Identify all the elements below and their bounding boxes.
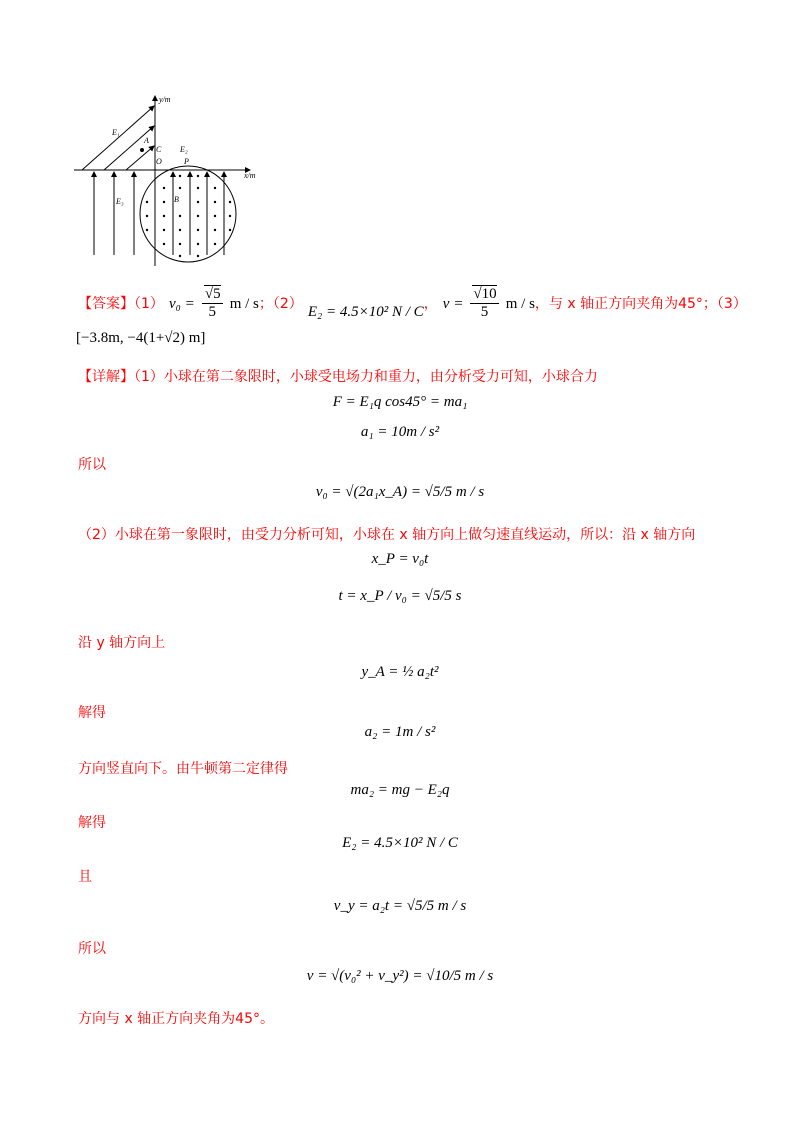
e2-label: E₂ bbox=[180, 145, 188, 154]
eq-a2: a₂ = 1m / s² bbox=[364, 724, 436, 740]
answer-part2-sep: ；（2） bbox=[258, 296, 303, 312]
eq-vy: v_y = a₂t = √5/5 m / s bbox=[333, 898, 467, 914]
answer-tail: ，与 x 轴正方向夹角为45°；（3） bbox=[534, 296, 747, 312]
point-a-label: A bbox=[144, 136, 149, 145]
text-direction: 方向竖直向下。由牛顿第二定律得 bbox=[78, 761, 288, 777]
point-c-label: C bbox=[156, 145, 162, 154]
text-jiede-1: 解得 bbox=[78, 705, 106, 721]
detail-text1: （1）小球在第二象限时，小球受电场力和重力，由分析受力可知，小球合力 bbox=[134, 369, 598, 385]
text-qie: 且 bbox=[78, 869, 92, 885]
detail-label: 【详解】 bbox=[78, 369, 134, 385]
physics-field-diagram bbox=[72, 90, 272, 270]
ball-a bbox=[140, 148, 144, 152]
y-axis-label: y/m bbox=[159, 95, 171, 104]
answer-v-unit: m / s bbox=[505, 296, 535, 312]
point-p-label: P bbox=[184, 157, 189, 166]
detail-line1 bbox=[78, 366, 598, 386]
eq-v0: v₀ = √(2a₁x_A) = √5/5 m / s bbox=[315, 484, 485, 500]
text-jiede-2: 解得 bbox=[78, 815, 106, 831]
answer-v0-unit: m / s bbox=[229, 296, 259, 312]
text-suoyi-2: 所以 bbox=[78, 941, 106, 957]
eq-force: F = E₁q cos45° = ma₁ bbox=[332, 394, 468, 410]
e1-field-line bbox=[126, 146, 154, 170]
x-axis-label: x/m bbox=[244, 171, 256, 180]
answer-v0: v₀ = bbox=[169, 296, 195, 312]
magnetic-field-circle bbox=[140, 166, 236, 262]
answer-label: 【答案】 bbox=[78, 296, 134, 312]
eq-v: v = √(v₀² + v_y²) = √10/5 m / s bbox=[306, 968, 494, 984]
eq-ya: y_A = ½ a₂t² bbox=[361, 664, 439, 680]
answer-part3: [−3.8m, −4(1+√2) m] bbox=[76, 330, 206, 346]
text-final: 方向与 x 轴正方向夹角为45°。 bbox=[78, 1011, 274, 1027]
answer-v-frac: $\frac{√10}{5}$ bbox=[470, 286, 498, 321]
e1-label: E₁ bbox=[112, 128, 120, 137]
e3-label: E₃ bbox=[116, 197, 124, 206]
eq-newton: ma₂ = mg − E₂q bbox=[350, 782, 450, 798]
text-suoyi-1: 所以 bbox=[78, 457, 106, 473]
answer-comma: ， bbox=[423, 296, 438, 312]
answer-e2: E₂ = 4.5×10² N / C bbox=[307, 304, 424, 320]
detail-line2: （2）小球在第一象限时，由受力分析可知，小球在 x 轴方向上做匀速直线运动，所以：沿 x 轴方向 bbox=[78, 527, 696, 543]
eq-a1: a₁ = 10m / s² bbox=[360, 424, 440, 440]
eq-t: t = x_P / v₀ = √5/5 s bbox=[338, 588, 462, 604]
origin-label: O bbox=[156, 157, 162, 166]
answer-v0-frac: $\frac{√5}{5}$ bbox=[202, 286, 223, 321]
answer-v: v = bbox=[442, 296, 464, 312]
center-b-label: B bbox=[174, 195, 179, 204]
eq-e2: E₂ = 4.5×10² N / C bbox=[342, 835, 458, 851]
text-along-y: 沿 y 轴方向上 bbox=[78, 635, 166, 651]
eq-xp: x_P = v₀t bbox=[371, 551, 429, 567]
answer-part1-num: （1） bbox=[134, 296, 164, 312]
answer-line bbox=[78, 286, 747, 321]
